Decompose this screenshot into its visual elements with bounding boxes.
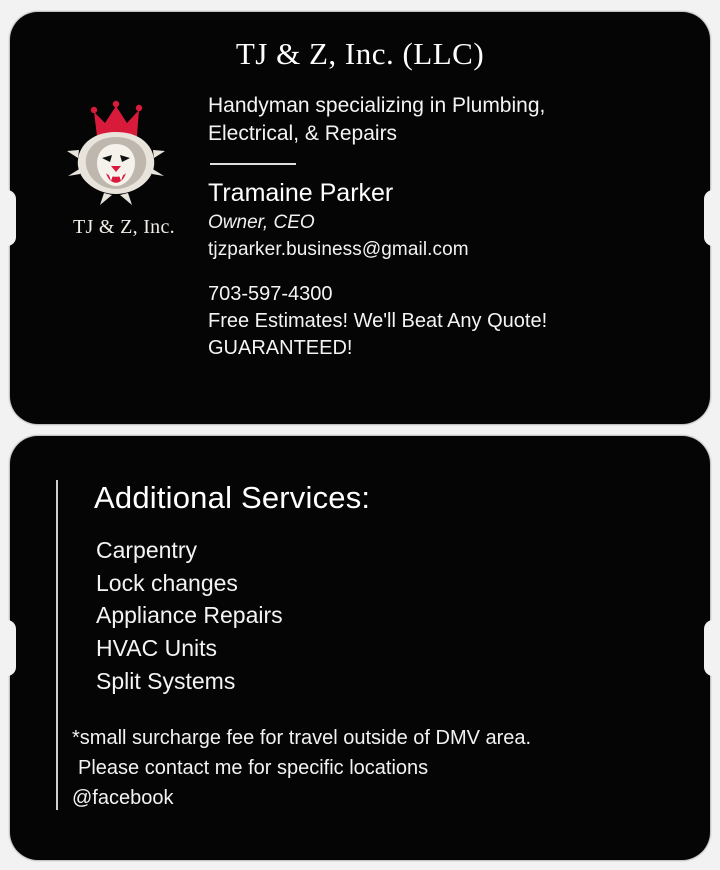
list-item: Carpentry [96, 537, 197, 563]
contact-role: Owner, CEO [208, 211, 315, 233]
list-item: Lock changes [96, 569, 238, 596]
tagline-line-2: Electrical, & Repairs [208, 121, 398, 145]
vertical-accent-bar [56, 480, 58, 810]
company-title: TJ & Z, Inc. (LLC) [235, 36, 485, 71]
divider-rule [210, 163, 296, 165]
footnote-facebook-handle[interactable]: @facebook [72, 787, 174, 810]
footnote-block [72, 723, 682, 813]
tagline-line-1: Handyman specializing in Plumbing, [208, 94, 546, 117]
contact-block [208, 281, 684, 361]
footnote-travel-fee: *small surcharge fee for travel outside of DMV area. [72, 727, 532, 750]
business-card-back [10, 436, 710, 860]
contact-email[interactable]: tjzparker.business@gmail.com [208, 238, 469, 260]
offer-line-2: GUARANTEED! [208, 336, 353, 359]
business-card-front [10, 12, 710, 424]
contact-phone[interactable]: 703-597-4300 [208, 282, 333, 305]
contact-name: Tramaine Parker [208, 179, 394, 208]
footnote-contact: Please contact me for specific locations [78, 757, 429, 780]
front-body [10, 72, 710, 361]
logo-caption: TJ & Z, Inc. [73, 216, 175, 238]
logo-column [40, 90, 208, 361]
offer-line-1: Free Estimates! We'll Beat Any Quote! [208, 309, 548, 332]
back-content [10, 480, 710, 813]
crowned-lion-head-logo-icon [64, 96, 184, 212]
card-front-notch-right [704, 190, 720, 246]
list-item: Appliance Repairs [96, 602, 283, 629]
list-item: HVAC Units [96, 634, 217, 661]
additional-services-heading: Additional Services: [94, 480, 371, 515]
card-front-notch-left [0, 190, 16, 246]
back-inner [10, 436, 710, 860]
info-column [208, 90, 684, 361]
list-item: Split Systems [96, 667, 236, 694]
